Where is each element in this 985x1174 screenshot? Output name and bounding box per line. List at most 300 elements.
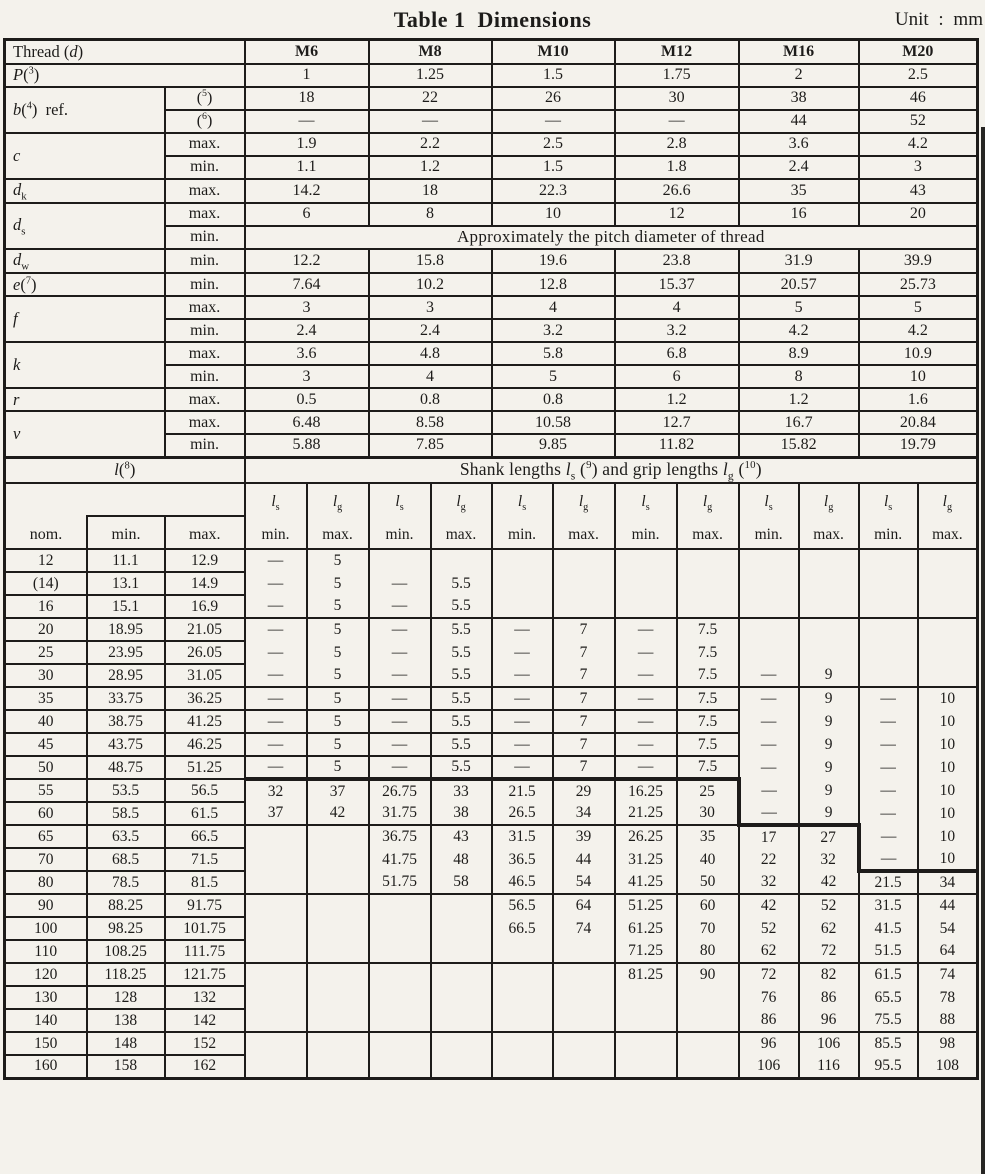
length-cell [553,963,615,986]
length-cell [553,940,615,963]
length-cell [492,1032,553,1055]
length-row [5,549,978,572]
value-cell: 4.8 [369,342,492,365]
length-cell: 54 [918,917,978,940]
length-cell [918,618,978,641]
min-cell: 48.75 [87,756,165,779]
length-cell [615,572,677,595]
value-cell: 20.57 [739,273,859,296]
length-cell: 10 [918,848,978,871]
length-cell: — [859,779,918,802]
max-cell: 36.25 [165,687,245,710]
length-cell: — [859,710,918,733]
min-cell: 23.95 [87,641,165,664]
length-cell: 5 [307,733,369,756]
length-cell: — [492,618,553,641]
row-sublabel: max. [165,203,245,226]
max-cell: 132 [165,986,245,1009]
length-row [5,756,978,779]
spec-row [5,249,978,273]
length-cell [859,549,918,572]
nom-min-max-box [6,484,244,548]
length-cell: 41.75 [369,848,431,871]
length-cell [859,595,918,618]
length-cell [492,986,553,1009]
length-cell [492,572,553,595]
length-cell: 7 [553,733,615,756]
length-cell: 10 [918,733,978,756]
length-cell: 5.5 [431,572,492,595]
length-cell: 9 [799,664,859,687]
value-cell: 1.2 [739,388,859,411]
length-cell: — [739,756,799,779]
length-cell: 42 [739,894,799,917]
spec-row [5,133,978,156]
ls-col-header: $l_s$ min. [739,483,799,549]
value-cell: 22.3 [492,179,615,203]
length-row [5,572,978,595]
length-cell: 21.25 [615,802,677,825]
nom-cell: 40 [5,710,87,733]
length-cell: 50 [677,871,739,894]
length-row [5,986,978,1009]
length-cell [492,1009,553,1032]
spec-row [5,87,978,110]
value-cell: 4 [369,365,492,388]
value-cell: — [492,110,615,133]
nom-header: nom. [29,526,63,544]
length-cell: — [739,687,799,710]
length-cell: — [739,802,799,825]
value-cell: 3 [245,365,369,388]
row-sublabel: min. [165,365,245,388]
length-cell: 88 [918,1009,978,1032]
length-cell [677,572,739,595]
lg-col-header: $l_g$ max. [918,483,978,549]
length-cell: 5.5 [431,664,492,687]
value-cell: 0.8 [492,388,615,411]
length-cell [859,641,918,664]
min-cell: 158 [87,1055,165,1078]
length-cell: — [739,664,799,687]
length-cell: — [859,687,918,710]
lg-col-header: $l_g$ max. [799,483,859,549]
length-cell [307,917,369,940]
length-cell [245,1032,307,1055]
length-cell: 62 [799,917,859,940]
value-cell: 6.48 [245,411,369,434]
length-cell [369,1032,431,1055]
length-cell: 9 [799,710,859,733]
ls-col-header: $l_s$ min. [859,483,918,549]
thread-label: Thread (d) [5,40,245,64]
value-cell: 10.2 [369,273,492,296]
length-cell [553,1009,615,1032]
value-cell: 35 [739,179,859,203]
length-cell: 34 [918,871,978,894]
length-cell: — [615,710,677,733]
length-cell: 5.5 [431,756,492,779]
value-cell: 23.8 [615,249,739,273]
length-cell: 7 [553,641,615,664]
value-cell: 1.2 [615,388,739,411]
length-cell [492,595,553,618]
shank-grip-header: Shank lengths $l_s$ ($^9$) and grip lengths $l_g$ ($^{10}$) [245,457,978,483]
length-cell: 66.5 [492,917,553,940]
spec-row [5,342,978,365]
length-cell [553,549,615,572]
length-cell: 71.25 [615,940,677,963]
length-cell: 21.5 [492,779,553,802]
length-cell: 5.5 [431,618,492,641]
row-sublabel: min. [165,156,245,179]
length-cell: — [369,756,431,779]
min-cell: 33.75 [87,687,165,710]
length-cell: 5.5 [431,733,492,756]
length-cell [369,917,431,940]
ls-col-header: $l_s$ min. [492,483,553,549]
value-cell: 19.6 [492,249,615,273]
length-cell: 42 [307,802,369,825]
length-cell: 70 [677,917,739,940]
length-cell: 5 [307,641,369,664]
length-cell: 64 [553,894,615,917]
value-cell: 38 [739,87,859,110]
length-cell: 7.5 [677,687,739,710]
nom-cell: 16 [5,595,87,618]
length-cell [431,1009,492,1032]
max-cell: 41.25 [165,710,245,733]
length-cell: — [492,641,553,664]
thread-size: M10 [492,40,615,64]
length-cell: — [369,687,431,710]
value-cell: 18 [245,87,369,110]
length-cell: 21.5 [859,871,918,894]
length-cell: 43 [431,825,492,848]
length-cell: 62 [739,940,799,963]
row-label: P($^3$) [5,64,245,87]
row-sublabel: max. [165,133,245,156]
length-cell: 54 [553,871,615,894]
length-cell: 98 [918,1032,978,1055]
spec-row [5,388,978,411]
value-cell: 16 [739,203,859,226]
spec-row [5,64,978,87]
nom-cell: 100 [5,917,87,940]
nom-cell: 30 [5,664,87,687]
value-cell: — [245,110,369,133]
length-cell: 9 [799,756,859,779]
row-sublabel: max. [165,342,245,365]
value-cell: 1.9 [245,133,369,156]
length-cell: 72 [739,963,799,986]
value-cell: 44 [739,110,859,133]
length-cell [799,641,859,664]
length-cell: — [245,710,307,733]
value-cell: 2.8 [615,133,739,156]
value-cell: 4.2 [859,133,978,156]
length-cell [739,549,799,572]
min-cell: 58.5 [87,802,165,825]
value-cell: 2.5 [859,64,978,87]
length-row [5,1032,978,1055]
length-cell [245,963,307,986]
min-cell: 98.25 [87,917,165,940]
length-cell: 5 [307,756,369,779]
row-sublabel: min. [165,319,245,342]
nom-cell: 80 [5,871,87,894]
max-header: max. [188,526,221,544]
length-cell: 7.5 [677,710,739,733]
ls-col-header: $l_s$ min. [245,483,307,549]
max-cell: 14.9 [165,572,245,595]
length-cell: 5.5 [431,710,492,733]
length-cell: — [369,710,431,733]
max-cell: 31.05 [165,664,245,687]
length-cell [431,963,492,986]
length-cell: 72 [799,940,859,963]
length-cell [369,940,431,963]
row-label: $d_w$ [5,249,165,273]
length-cell: 9 [799,779,859,802]
row-label: r [5,388,165,411]
length-cell: 39 [553,825,615,848]
length-cell: 5.5 [431,595,492,618]
length-cell [739,572,799,595]
length-cell: 36.5 [492,848,553,871]
length-cell: — [245,572,307,595]
length-cell [245,917,307,940]
row-sublabel: min. [165,226,245,249]
length-row [5,963,978,986]
value-cell: 10 [859,365,978,388]
length-cell: 96 [799,1009,859,1032]
length-cell [553,1055,615,1078]
nom-cell: 110 [5,940,87,963]
row-sublabel: max. [165,179,245,203]
length-cell: 61.5 [859,963,918,986]
row-sublabel: max. [165,388,245,411]
min-cell: 138 [87,1009,165,1032]
length-cell [245,1009,307,1032]
row-sublabel: max. [165,296,245,319]
length-cell: 29 [553,779,615,802]
length-cell: — [492,710,553,733]
length-cell: 5 [307,664,369,687]
dimensions-table [3,38,979,1080]
length-cell [369,1009,431,1032]
length-cell: — [245,641,307,664]
length-cell [859,618,918,641]
length-cell: 85.5 [859,1032,918,1055]
min-cell: 108.25 [87,940,165,963]
length-cell: 10 [918,756,978,779]
length-cell: 34 [553,802,615,825]
value-cell: 3.6 [739,133,859,156]
min-cell: 38.75 [87,710,165,733]
length-cell [615,1009,677,1032]
length-cell: 7.5 [677,641,739,664]
value-cell: 2.5 [492,133,615,156]
length-cell: 25 [677,779,739,802]
length-cell [307,894,369,917]
length-cell [307,1055,369,1078]
value-cell: 19.79 [859,434,978,457]
length-cell: 5 [307,549,369,572]
length-cell: 51.25 [615,894,677,917]
length-cell: — [369,733,431,756]
length-row [5,871,978,894]
length-cell: 16.25 [615,779,677,802]
length-cell [245,825,307,848]
length-cell [739,618,799,641]
length-cell: 32 [245,779,307,802]
length-cell [492,549,553,572]
length-cell [677,549,739,572]
length-cell [918,572,978,595]
lg-col-header: $l_g$ max. [307,483,369,549]
value-cell: 10.9 [859,342,978,365]
length-cell: 9 [799,687,859,710]
value-cell: 15.37 [615,273,739,296]
length-cell [307,848,369,871]
length-cell: — [245,733,307,756]
length-cell [369,549,431,572]
length-cell: 9 [799,733,859,756]
length-cell [859,572,918,595]
value-cell: 3.2 [492,319,615,342]
length-cell [799,572,859,595]
length-cell: — [615,687,677,710]
length-cell: 5 [307,572,369,595]
length-cell: 52 [799,894,859,917]
min-cell: 88.25 [87,894,165,917]
length-cell [307,1009,369,1032]
value-cell: 5.88 [245,434,369,457]
spec-row [5,273,978,296]
length-cell: 51.75 [369,871,431,894]
max-cell: 56.5 [165,779,245,802]
row-label: v [5,411,165,457]
nom-cell: 130 [5,986,87,1009]
length-cell: — [615,641,677,664]
length-cell: 65.5 [859,986,918,1009]
length-cell: — [859,756,918,779]
length-cell: 10 [918,687,978,710]
length-cell: 108 [918,1055,978,1078]
length-cell: 7.5 [677,733,739,756]
value-cell: 3.6 [245,342,369,365]
length-header-row [5,457,978,483]
value-cell: 39.9 [859,249,978,273]
nom-min-max-header [5,483,245,549]
min-cell: 28.95 [87,664,165,687]
length-cell: 41.5 [859,917,918,940]
value-cell: 30 [615,87,739,110]
length-cell [369,1055,431,1078]
length-cell: — [615,618,677,641]
nom-cell: 90 [5,894,87,917]
spec-row [5,296,978,319]
length-cell: 7 [553,664,615,687]
length-cell [615,1032,677,1055]
length-cell [677,595,739,618]
length-cell [677,1009,739,1032]
thread-size: M20 [859,40,978,64]
length-cell: 74 [918,963,978,986]
length-cell: 22 [739,848,799,871]
thread-size: M12 [615,40,739,64]
length-cell: 38 [431,802,492,825]
length-cell: 42 [799,871,859,894]
min-cell: 18.95 [87,618,165,641]
length-cell: 51.5 [859,940,918,963]
length-cell: 37 [307,779,369,802]
ls-col-header: $l_s$ min. [369,483,431,549]
max-cell: 61.5 [165,802,245,825]
length-cell [307,963,369,986]
value-cell: 12.7 [615,411,739,434]
nom-cell: 140 [5,1009,87,1032]
max-cell: 66.5 [165,825,245,848]
length-row [5,940,978,963]
max-cell: 111.75 [165,940,245,963]
length-cell [245,986,307,1009]
length-cell [918,664,978,687]
length-cell: 41.25 [615,871,677,894]
length-cell: — [492,756,553,779]
length-cell [553,986,615,1009]
nom-cell: 70 [5,848,87,871]
row-sublabel: ($^6$) [165,110,245,133]
value-cell: 10.58 [492,411,615,434]
length-row [5,848,978,871]
min-cell: 13.1 [87,572,165,595]
length-cell: 10 [918,802,978,825]
length-cell [918,595,978,618]
nom-cell: 55 [5,779,87,802]
length-cell: — [859,802,918,825]
value-cell: 3 [859,156,978,179]
thread-size: M6 [245,40,369,64]
value-cell: 2 [739,64,859,87]
length-cell [307,871,369,894]
max-cell: 142 [165,1009,245,1032]
length-cell: — [245,756,307,779]
value-cell: 8.58 [369,411,492,434]
length-cell: — [369,641,431,664]
value-cell: 46 [859,87,978,110]
length-cell [553,595,615,618]
length-cell [245,848,307,871]
value-cell: 18 [369,179,492,203]
value-cell: 6.8 [615,342,739,365]
length-cell: 106 [799,1032,859,1055]
value-cell: 6 [615,365,739,388]
value-cell: 12.2 [245,249,369,273]
length-cell [245,1055,307,1078]
length-cell [918,549,978,572]
min-cell: 78.5 [87,871,165,894]
value-cell: 4 [492,296,615,319]
length-cell [307,940,369,963]
length-cell: 40 [677,848,739,871]
spec-row [5,179,978,203]
length-cell: 37 [245,802,307,825]
value-cell: — [369,110,492,133]
length-cell: 76 [739,986,799,1009]
nom-cell: 160 [5,1055,87,1078]
